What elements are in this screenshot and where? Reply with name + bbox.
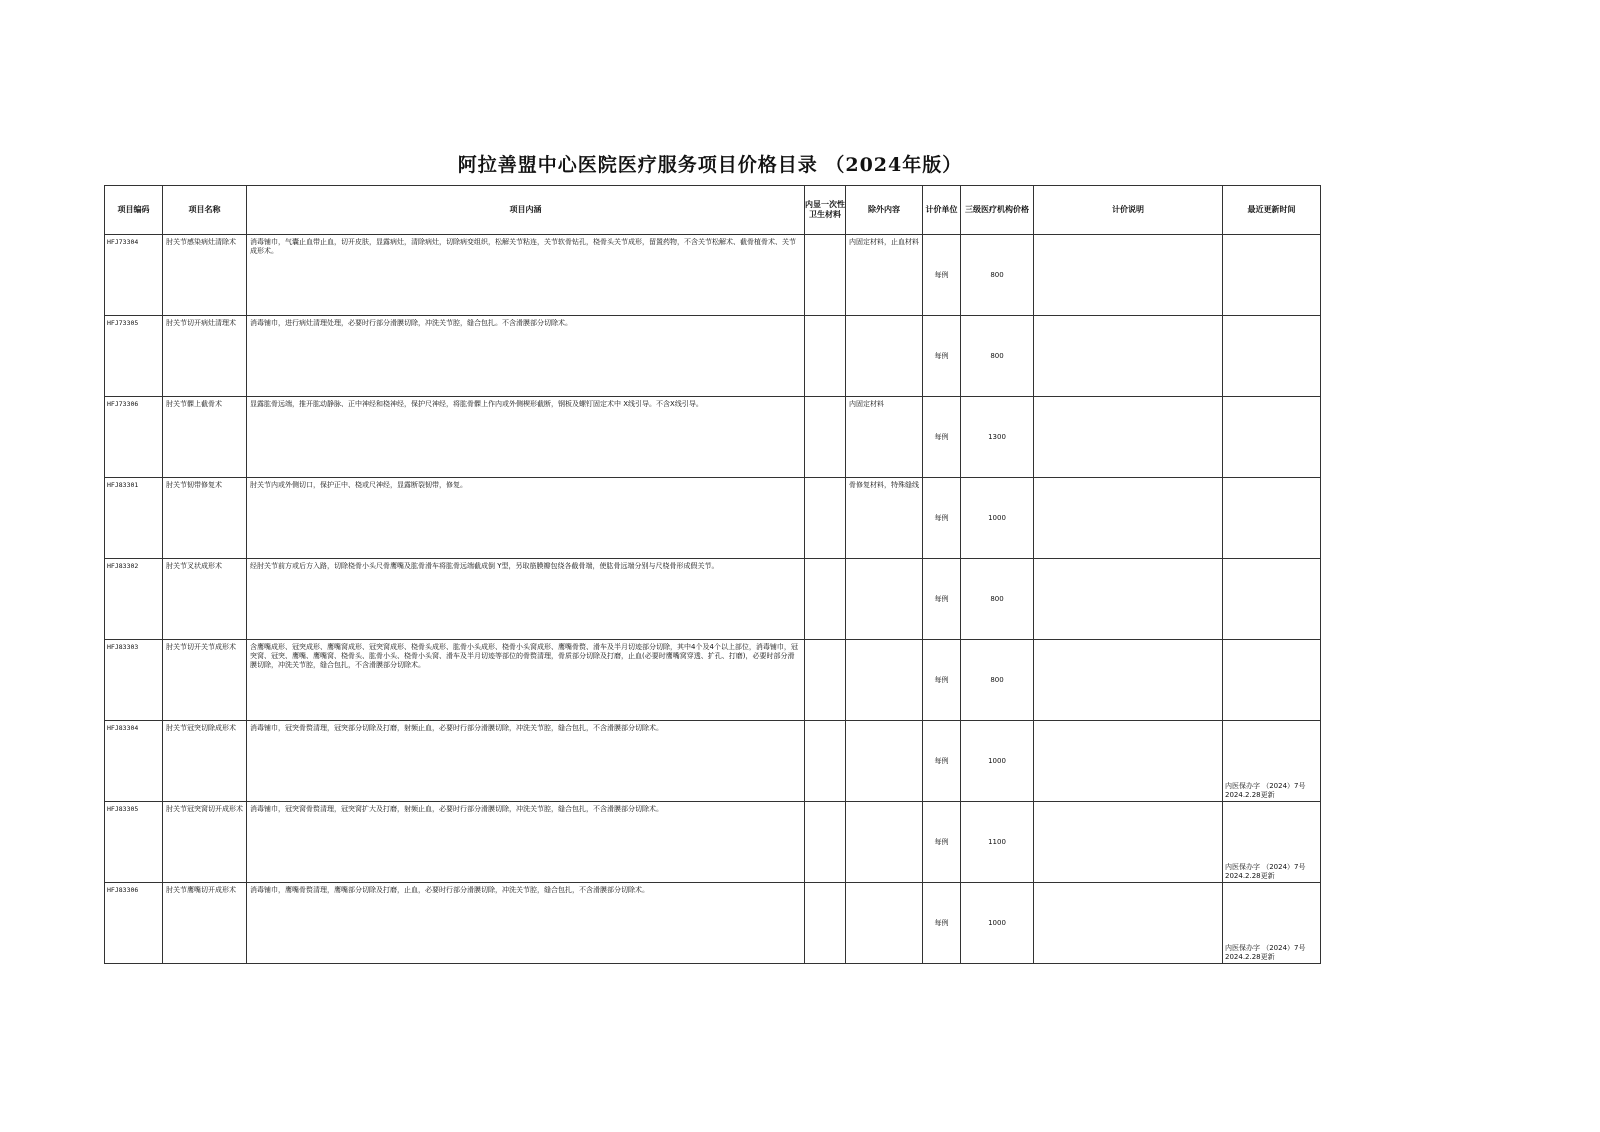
cell-code: HFJ83301: [105, 478, 163, 559]
cell-code: HFJ73306: [105, 397, 163, 478]
cell-content: 显露肱骨远端，推开肱动静脉、正中神经和桡神经，保护尺神经，将肱骨髁上作内或外侧楔形截断，钢板及螺钉固定术中 X线引导。不含X线引导。: [247, 397, 805, 478]
cell-price: 1000: [961, 721, 1034, 802]
header-disposable: 内显一次性卫生材料: [805, 186, 846, 235]
cell-unit: 每例: [923, 640, 961, 721]
page-title: 阿拉善盟中心医院医疗服务项目价格目录 （2024年版）: [457, 154, 963, 176]
cell-name: 肘关节切开关节成形术: [163, 640, 247, 721]
cell-unit: 每例: [923, 235, 961, 316]
cell-price: 1000: [961, 478, 1034, 559]
cell-name: 肘关节韧带修复术: [163, 478, 247, 559]
cell-disposable: [805, 397, 846, 478]
cell-updated: [1223, 559, 1321, 640]
table-row: [105, 235, 1321, 316]
cell-unit: 每例: [923, 559, 961, 640]
cell-name: 肘关节冠突切除成形术: [163, 721, 247, 802]
header-unit: 计价单位: [923, 186, 961, 235]
cell-name: 肘关节冠突窝切开成形术: [163, 802, 247, 883]
cell-code: HFJ73304: [105, 235, 163, 316]
cell-updated: [1223, 640, 1321, 721]
table-row: [105, 802, 1321, 883]
cell-note: [1034, 235, 1223, 316]
cell-name: 肘关节鹰嘴切开成形术: [163, 883, 247, 964]
cell-excluded: [846, 802, 923, 883]
cell-updated: 内医保办字 （2024）7号 2024.2.28更新: [1223, 802, 1321, 883]
cell-name: 肘关节切开病灶清理术: [163, 316, 247, 397]
cell-note: [1034, 478, 1223, 559]
cell-unit: 每例: [923, 478, 961, 559]
cell-content: 含鹰嘴成形、冠突成形、鹰嘴窝成形、冠突窝成形、桡骨头成形、肱骨小头成形、桡骨小头窝成形、鹰嘴骨赘、滑车及半月切迹部分切除，其中4个及4个以上部位，消毒铺巾，冠突窝、冠突、鹰嘴、鹰嘴窝、桡骨头、肱骨小头、桡骨小头窝、滑车及半月切迹等部位的骨赘清理，骨质部分切除及打磨，止血(必要时鹰嘴窝穿透、扩孔、打磨)，必要时部分滑膜切除，冲洗关节腔，缝合包扎，不含滑膜部分切除术。: [247, 640, 805, 721]
cell-note: [1034, 640, 1223, 721]
cell-name: 肘关节感染病灶清除术: [163, 235, 247, 316]
cell-excluded: [846, 883, 923, 964]
cell-disposable: [805, 235, 846, 316]
cell-price: 800: [961, 316, 1034, 397]
cell-note: [1034, 559, 1223, 640]
cell-disposable: [805, 883, 846, 964]
cell-excluded: [846, 721, 923, 802]
table-row: [105, 721, 1321, 802]
cell-updated: [1223, 316, 1321, 397]
cell-unit: 每例: [923, 802, 961, 883]
cell-note: [1034, 721, 1223, 802]
header-content: 项目内涵: [247, 186, 805, 235]
table-row: [105, 397, 1321, 478]
cell-code: HFJ83304: [105, 721, 163, 802]
cell-content: 消毒铺巾，进行病灶清理处理，必要时行部分滑膜切除，冲洗关节腔，缝合包扎。不含滑膜部分切除术。: [247, 316, 805, 397]
cell-content: 经肘关节前方或后方入路，切除桡骨小头尺骨鹰嘴及肱骨滑车将肱骨远端截成倒 Y型，另取筋膜瓣包绕各截骨端，使肱骨远端分别与尺桡骨形成假关节。: [247, 559, 805, 640]
cell-excluded: [846, 640, 923, 721]
cell-content: 消毒铺巾，气囊止血带止血，切开皮肤，显露病灶，清除病灶，切除病变组织，松解关节粘连，关节软骨钻孔，桡骨头关节成形，留置药物，不含关节松解术、截骨植骨术、关节成形术。: [247, 235, 805, 316]
cell-code: HFJ83305: [105, 802, 163, 883]
header-name: 项目名称: [163, 186, 247, 235]
cell-note: [1034, 883, 1223, 964]
cell-disposable: [805, 802, 846, 883]
table-row: [105, 559, 1321, 640]
table-row: [105, 640, 1321, 721]
cell-note: [1034, 802, 1223, 883]
cell-content: 消毒铺巾，鹰嘴骨赘清理，鹰嘴部分切除及打磨，止血，必要时行部分滑膜切除，冲洗关节腔，缝合包扎，不含滑膜部分切除术。: [247, 883, 805, 964]
cell-updated: 内医保办字 （2024）7号 2024.2.28更新: [1223, 721, 1321, 802]
cell-price: 800: [961, 640, 1034, 721]
cell-disposable: [805, 640, 846, 721]
cell-price: 1100: [961, 802, 1034, 883]
header-code: 项目编码: [105, 186, 163, 235]
cell-name: 肘关节叉状成形术: [163, 559, 247, 640]
cell-price: 1300: [961, 397, 1034, 478]
cell-unit: 每例: [923, 316, 961, 397]
cell-note: [1034, 397, 1223, 478]
cell-excluded: [846, 559, 923, 640]
cell-code: HFJ83302: [105, 559, 163, 640]
price-table: [104, 185, 1321, 964]
table-row: [105, 883, 1321, 964]
cell-excluded: 内固定材料: [846, 397, 923, 478]
cell-price: 1000: [961, 883, 1034, 964]
cell-name: 肘关节髁上截骨术: [163, 397, 247, 478]
cell-disposable: [805, 559, 846, 640]
cell-excluded: 内固定材料，止血材料: [846, 235, 923, 316]
cell-unit: 每例: [923, 721, 961, 802]
cell-updated: [1223, 397, 1321, 478]
table-row: [105, 478, 1321, 559]
table-row: [105, 316, 1321, 397]
cell-note: [1034, 316, 1223, 397]
header-excluded: 除外内容: [846, 186, 923, 235]
cell-updated: [1223, 235, 1321, 316]
cell-disposable: [805, 316, 846, 397]
cell-price: 800: [961, 235, 1034, 316]
header-updated: 最近更新时间: [1223, 186, 1321, 235]
cell-disposable: [805, 721, 846, 802]
cell-updated: [1223, 478, 1321, 559]
cell-code: HFJ83306: [105, 883, 163, 964]
header-price: 三级医疗机构价格: [961, 186, 1034, 235]
cell-excluded: 骨修复材料，特殊缝线: [846, 478, 923, 559]
cell-code: HFJ73305: [105, 316, 163, 397]
cell-unit: 每例: [923, 397, 961, 478]
cell-excluded: [846, 316, 923, 397]
cell-content: 消毒铺巾，冠突窝骨赘清理，冠突窝扩大及打磨，射频止血，必要时行部分滑膜切除，冲洗关节腔，缝合包扎，不含滑膜部分切除术。: [247, 802, 805, 883]
cell-content: 消毒铺巾，冠突骨赘清理，冠突部分切除及打磨，射频止血，必要时行部分滑膜切除，冲洗关节腔，缝合包扎，不含滑膜部分切除术。: [247, 721, 805, 802]
cell-updated: 内医保办字 （2024）7号 2024.2.28更新: [1223, 883, 1321, 964]
cell-disposable: [805, 478, 846, 559]
cell-unit: 每例: [923, 883, 961, 964]
cell-content: 肘关节内或外侧切口，保护正中、桡或尺神经，显露断裂韧带，修复。: [247, 478, 805, 559]
header-note: 计价说明: [1034, 186, 1223, 235]
cell-code: HFJ83303: [105, 640, 163, 721]
cell-price: 800: [961, 559, 1034, 640]
table-header-row: [105, 186, 1321, 235]
